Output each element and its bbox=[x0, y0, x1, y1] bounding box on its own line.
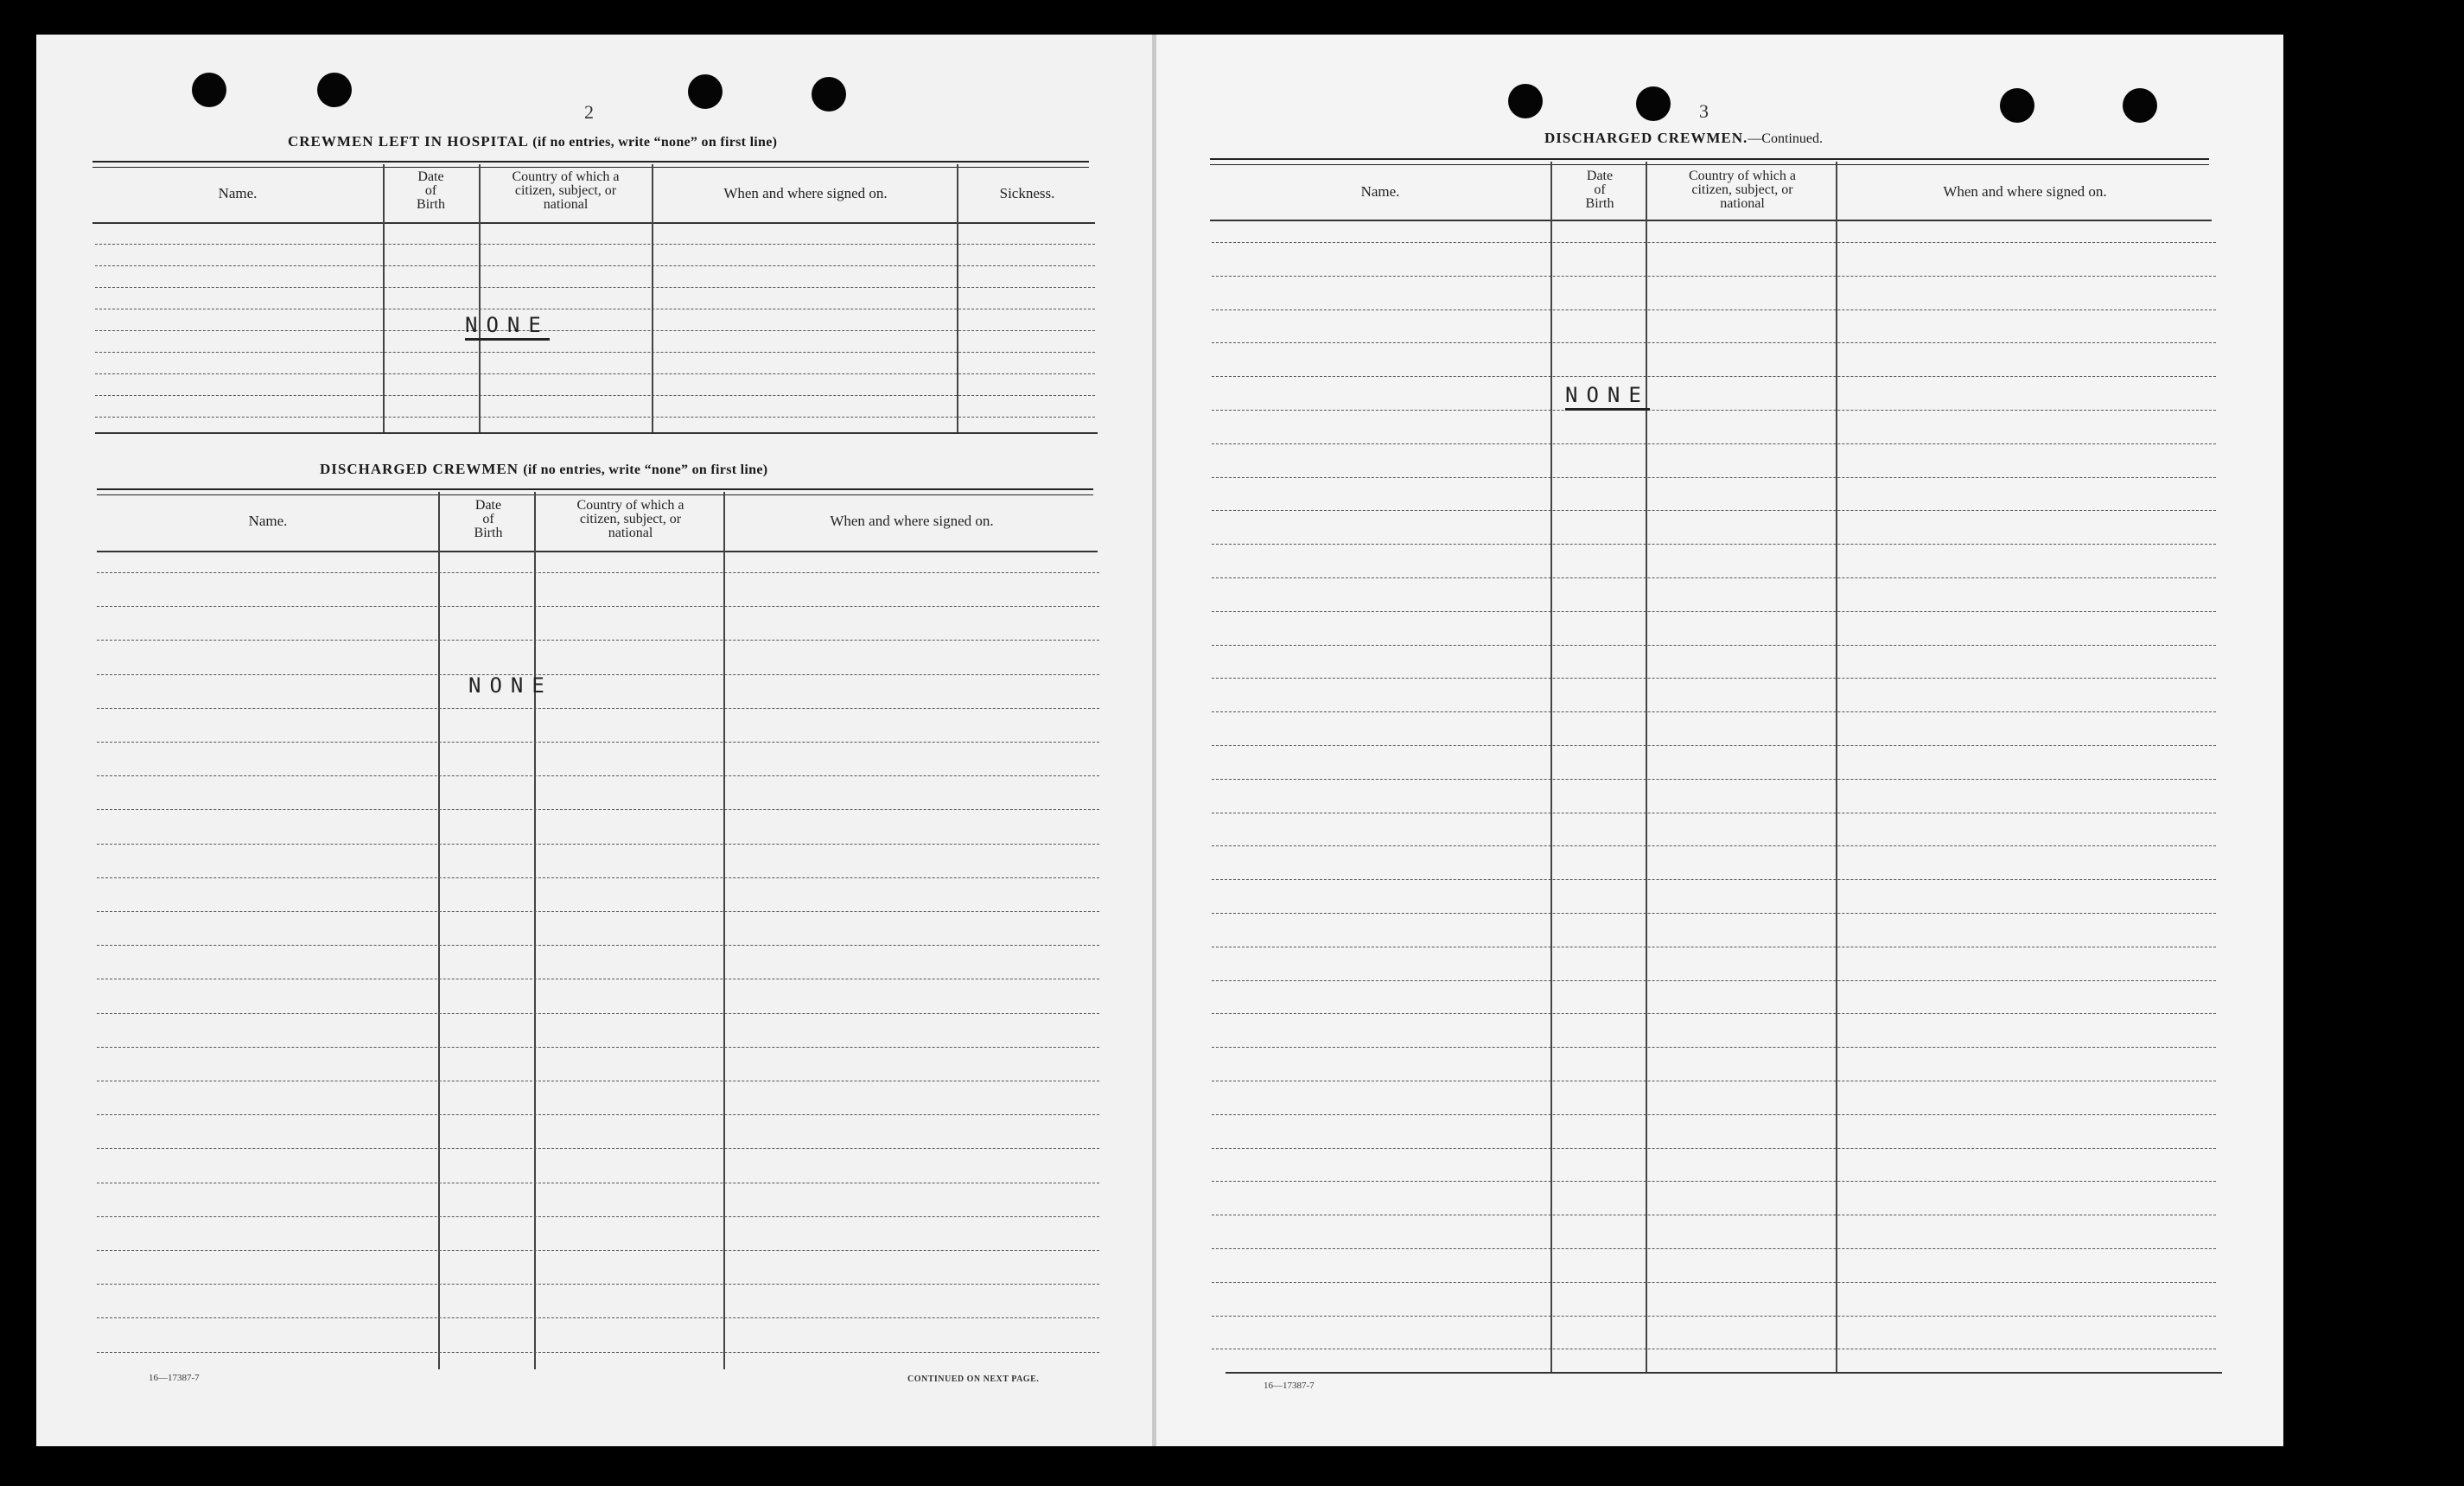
ruled-line bbox=[1212, 779, 2216, 780]
ruled-line bbox=[97, 1148, 1099, 1149]
ruled-line bbox=[1212, 510, 2216, 511]
section-note: (if no entries, write “none” on first line) bbox=[523, 462, 768, 477]
ruled-line bbox=[1212, 711, 2216, 712]
table-top-rule bbox=[97, 488, 1093, 495]
ruled-line bbox=[1212, 1047, 2216, 1048]
column-header-signed-on: When and where signed on. bbox=[830, 513, 994, 529]
column-divider bbox=[383, 164, 385, 434]
table-top-rule bbox=[92, 161, 1089, 168]
ruled-line bbox=[1212, 376, 2216, 377]
ruled-line bbox=[1212, 845, 2216, 846]
punch-hole bbox=[1636, 86, 1671, 121]
ruled-line bbox=[1212, 678, 2216, 679]
ruled-line bbox=[97, 809, 1099, 810]
ruled-line bbox=[97, 742, 1099, 743]
ruled-line bbox=[1212, 745, 2216, 746]
ruled-line bbox=[97, 877, 1099, 878]
ruled-line bbox=[95, 417, 1095, 418]
column-header-name: Name. bbox=[218, 185, 258, 201]
ruled-line bbox=[1212, 276, 2216, 277]
ruled-line bbox=[1212, 879, 2216, 880]
form-number: 16—17387-7 bbox=[1264, 1381, 1315, 1391]
page-number: 2 bbox=[584, 101, 594, 123]
column-divider bbox=[652, 164, 653, 434]
ruled-line bbox=[97, 1250, 1099, 1251]
none-entry: NONE bbox=[468, 673, 553, 698]
ruled-line bbox=[1212, 1282, 2216, 1283]
left-page bbox=[36, 35, 1156, 1446]
punch-hole bbox=[1508, 84, 1543, 118]
hospital-section-title bbox=[288, 133, 777, 150]
title-suffix: —Continued. bbox=[1748, 131, 1823, 146]
column-header-sickness: Sickness. bbox=[999, 185, 1055, 201]
ruled-line bbox=[1212, 242, 2216, 243]
column-header-signed-on: When and where signed on. bbox=[1943, 183, 2107, 200]
column-divider bbox=[723, 492, 725, 1369]
ruled-line bbox=[1212, 913, 2216, 914]
right-page bbox=[1156, 35, 2283, 1446]
ruled-line bbox=[1212, 410, 2216, 411]
form-number: 16—17387-7 bbox=[149, 1373, 200, 1383]
column-header-country: Country of which a citizen, subject, or national bbox=[512, 169, 620, 212]
ruled-line bbox=[95, 265, 1095, 266]
section-title-text: DISCHARGED CREWMEN. bbox=[1544, 130, 1748, 146]
ruled-line bbox=[97, 1216, 1099, 1217]
none-entry: NONE bbox=[1565, 383, 1650, 411]
ruled-line bbox=[1212, 611, 2216, 612]
ruled-line bbox=[97, 606, 1099, 607]
ruled-line bbox=[1212, 1316, 2216, 1317]
ruled-line bbox=[95, 330, 1095, 331]
punch-hole bbox=[2123, 88, 2157, 123]
discharged-section-title bbox=[320, 461, 767, 478]
ruled-line bbox=[95, 287, 1095, 288]
column-header-date-of-birth: Date of Birth bbox=[474, 498, 503, 540]
column-divider bbox=[534, 492, 536, 1369]
continued-note: CONTINUED ON NEXT PAGE. bbox=[907, 1374, 1040, 1384]
column-header-name: Name. bbox=[1360, 183, 1400, 200]
ruled-line bbox=[95, 244, 1095, 245]
column-header-date-of-birth: Date of Birth bbox=[417, 169, 445, 212]
ruled-line bbox=[97, 708, 1099, 709]
section-title-text: CREWMEN LEFT IN HOSPITAL bbox=[288, 133, 528, 150]
ruled-line bbox=[97, 1013, 1099, 1014]
ruled-line bbox=[1212, 980, 2216, 981]
punch-hole bbox=[192, 73, 226, 107]
ruled-line bbox=[95, 352, 1095, 353]
ruled-line bbox=[97, 1284, 1099, 1285]
none-entry: NONE bbox=[465, 313, 550, 341]
column-divider bbox=[479, 164, 481, 434]
ruled-line bbox=[1212, 1248, 2216, 1249]
ruled-line bbox=[95, 373, 1095, 374]
ruled-line bbox=[1212, 477, 2216, 478]
column-header-signed-on: When and where signed on. bbox=[723, 185, 888, 201]
table-top-rule bbox=[1210, 158, 2209, 165]
ruled-line bbox=[97, 1352, 1099, 1353]
section-note: (if no entries, write “none” on first line) bbox=[532, 135, 778, 150]
column-header-country: Country of which a citizen, subject, or national bbox=[576, 498, 684, 540]
punch-hole bbox=[812, 77, 846, 112]
ruled-line bbox=[97, 674, 1099, 675]
ruled-line bbox=[1212, 1181, 2216, 1182]
ruled-line bbox=[1212, 1148, 2216, 1149]
ruled-line bbox=[1212, 1013, 2216, 1014]
table-bottom-rule bbox=[95, 432, 1098, 434]
header-rule bbox=[1210, 220, 2212, 221]
header-rule bbox=[97, 551, 1098, 552]
column-header-date-of-birth: Date of Birth bbox=[1585, 169, 1614, 211]
ruled-line bbox=[1212, 645, 2216, 646]
ruled-line bbox=[1212, 342, 2216, 343]
ruled-line bbox=[1212, 443, 2216, 444]
ruled-line bbox=[95, 395, 1095, 396]
punch-hole bbox=[2000, 88, 2034, 123]
ruled-line bbox=[97, 1317, 1099, 1318]
header-rule bbox=[92, 222, 1095, 224]
column-header-name: Name. bbox=[248, 513, 288, 529]
ruled-line bbox=[97, 640, 1099, 641]
ruled-line bbox=[97, 911, 1099, 912]
ruled-line bbox=[97, 945, 1099, 946]
ruled-line bbox=[1212, 577, 2216, 578]
discharged-continued-title bbox=[1544, 130, 1823, 147]
section-title-text: DISCHARGED CREWMEN bbox=[320, 461, 519, 477]
ruled-line bbox=[97, 1114, 1099, 1115]
ruled-line bbox=[1212, 544, 2216, 545]
column-divider bbox=[957, 164, 958, 434]
ruled-line bbox=[97, 844, 1099, 845]
column-divider bbox=[438, 492, 440, 1369]
ruled-line bbox=[97, 775, 1099, 776]
column-header-country: Country of which a citizen, subject, or national bbox=[1689, 169, 1796, 211]
table-bottom-rule bbox=[1226, 1372, 2222, 1374]
ruled-line bbox=[97, 1047, 1099, 1048]
ruled-line bbox=[97, 572, 1099, 573]
punch-hole bbox=[688, 74, 723, 109]
ruled-line bbox=[1212, 309, 2216, 310]
ruled-line bbox=[1212, 1114, 2216, 1115]
punch-hole bbox=[317, 73, 352, 107]
page-number: 3 bbox=[1699, 100, 1709, 122]
